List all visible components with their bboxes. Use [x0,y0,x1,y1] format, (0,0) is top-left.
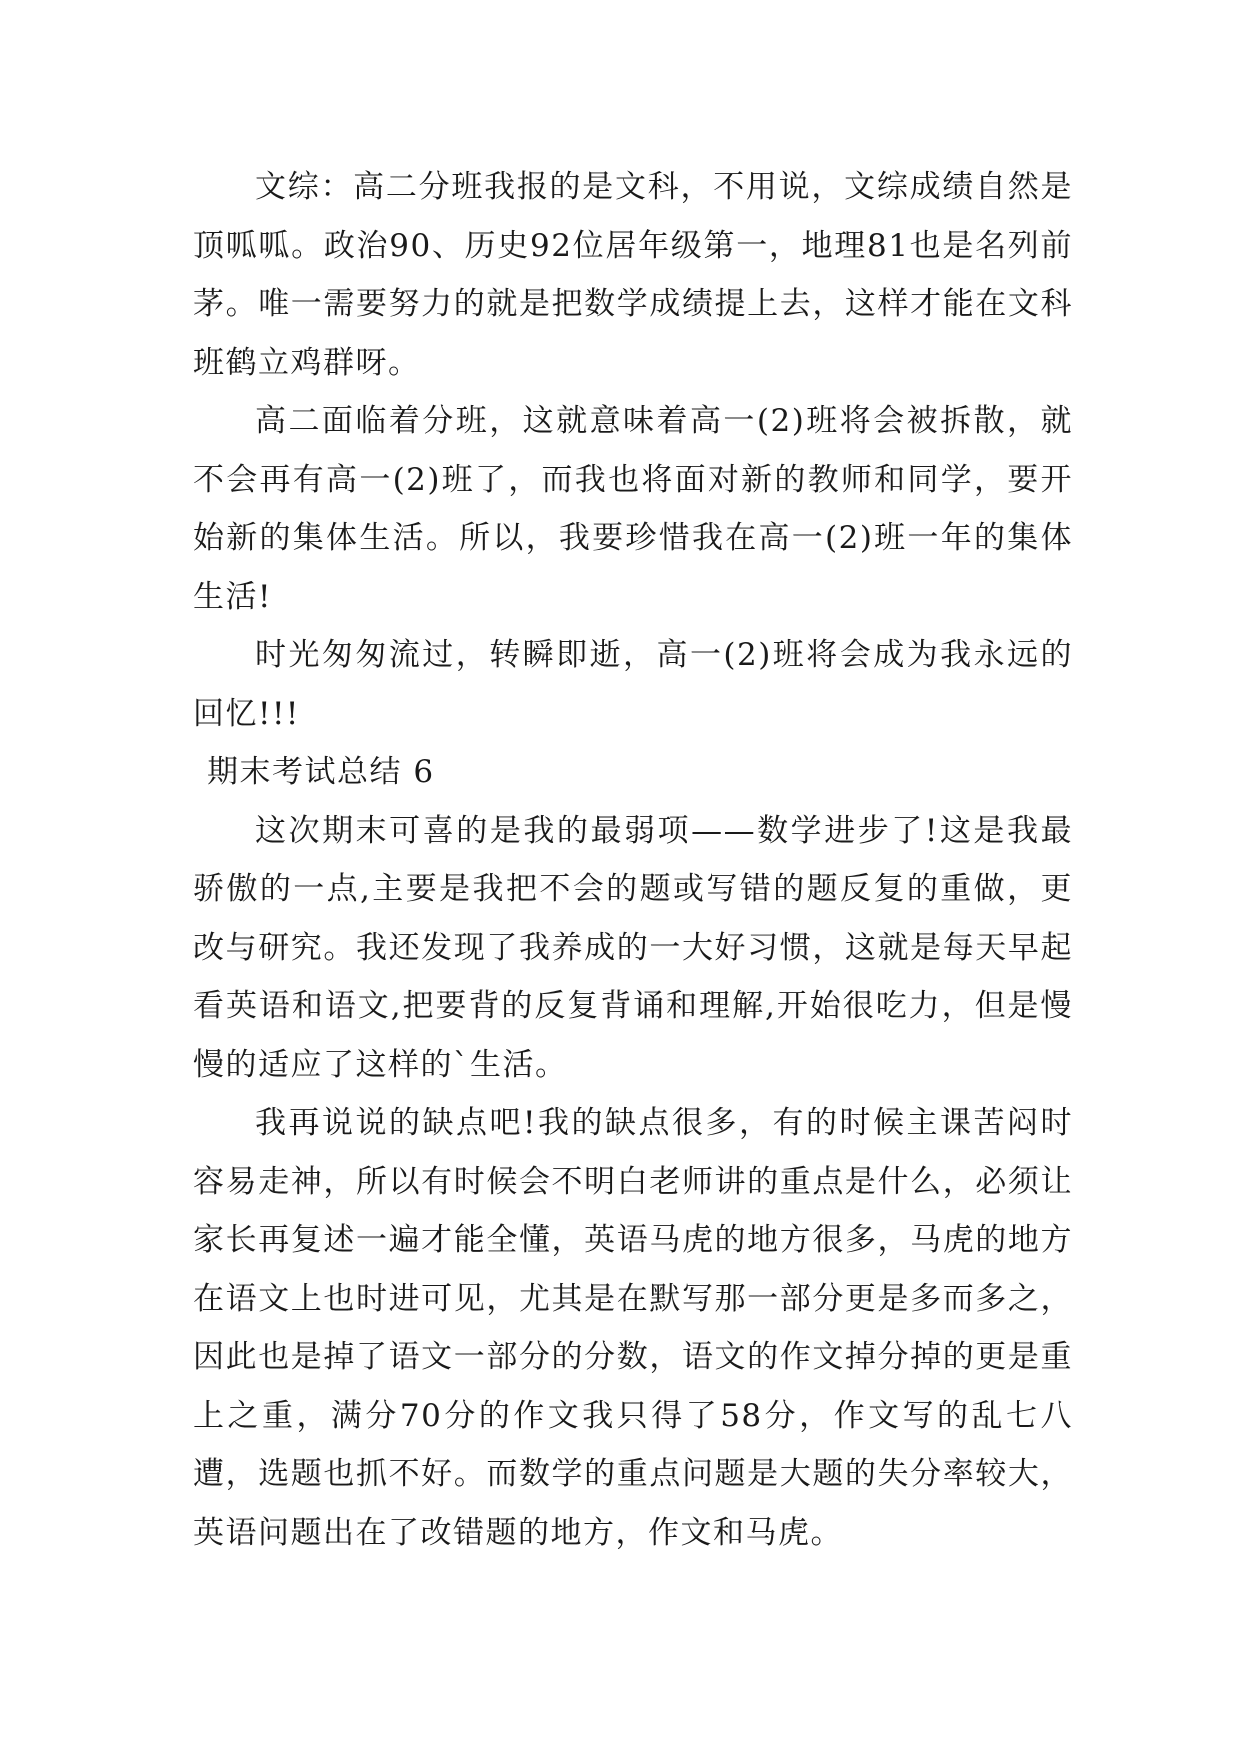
paragraph-shortcomings: 我再说说的缺点吧!我的缺点很多，有的时候主课苦闷时容易走神，所以有时候会不明白老师讲的重点是什么，必须让家长再复述一遍才能全懂，英语马虎的地方很多，马虎的地方在语文上也时进可见，尤其是在默写那一部分更是多而多之，因此也是掉了语文一部分的分数，语文的作文掉分掉的更是重上之重，满分70分的作文我只得了58分，作文写的乱七八遭，选题也抓不好。而数学的重点问题是大题的失分率较大，英语问题出在了改错题的地方，作文和马虎。 [193,1105,1073,1551]
section-heading: 期末考试总结 6 [207,754,435,790]
paragraph-liberal-arts: 文综：高二分班我报的是文科，不用说，文综成绩自然是顶呱呱。政治90、历史92位居年级第一，地理81也是名列前茅。唯一需要努力的就是把数学成绩提上去，这样才能在文科班鹤立鸡群呀。 [193,169,1073,381]
paragraph-class-split: 高二面临着分班，这就意味着高一(2)班将会被拆散，就不会再有高一(2)班了，而我也将面对新的教师和同学，要开始新的集体生活。所以，我要珍惜我在高一(2)班一年的集体生活! [193,403,1073,615]
document-body [193,158,1073,1562]
paragraph-progress: 这次期末可喜的是我的最弱项——数学进步了!这是我最骄傲的一点,主要是我把不会的题或写错的题反复的重做，更改与研究。我还发现了我养成的一大好习惯，这就是每天早起看英语和语文,把要背的反复背诵和理解,开始很吃力，但是慢慢的适应了这样的`生活。 [193,812,1073,1083]
paragraph-memory: 时光匆匆流过，转瞬即逝，高一(2)班将会成为我永远的回忆!!! [193,637,1073,732]
